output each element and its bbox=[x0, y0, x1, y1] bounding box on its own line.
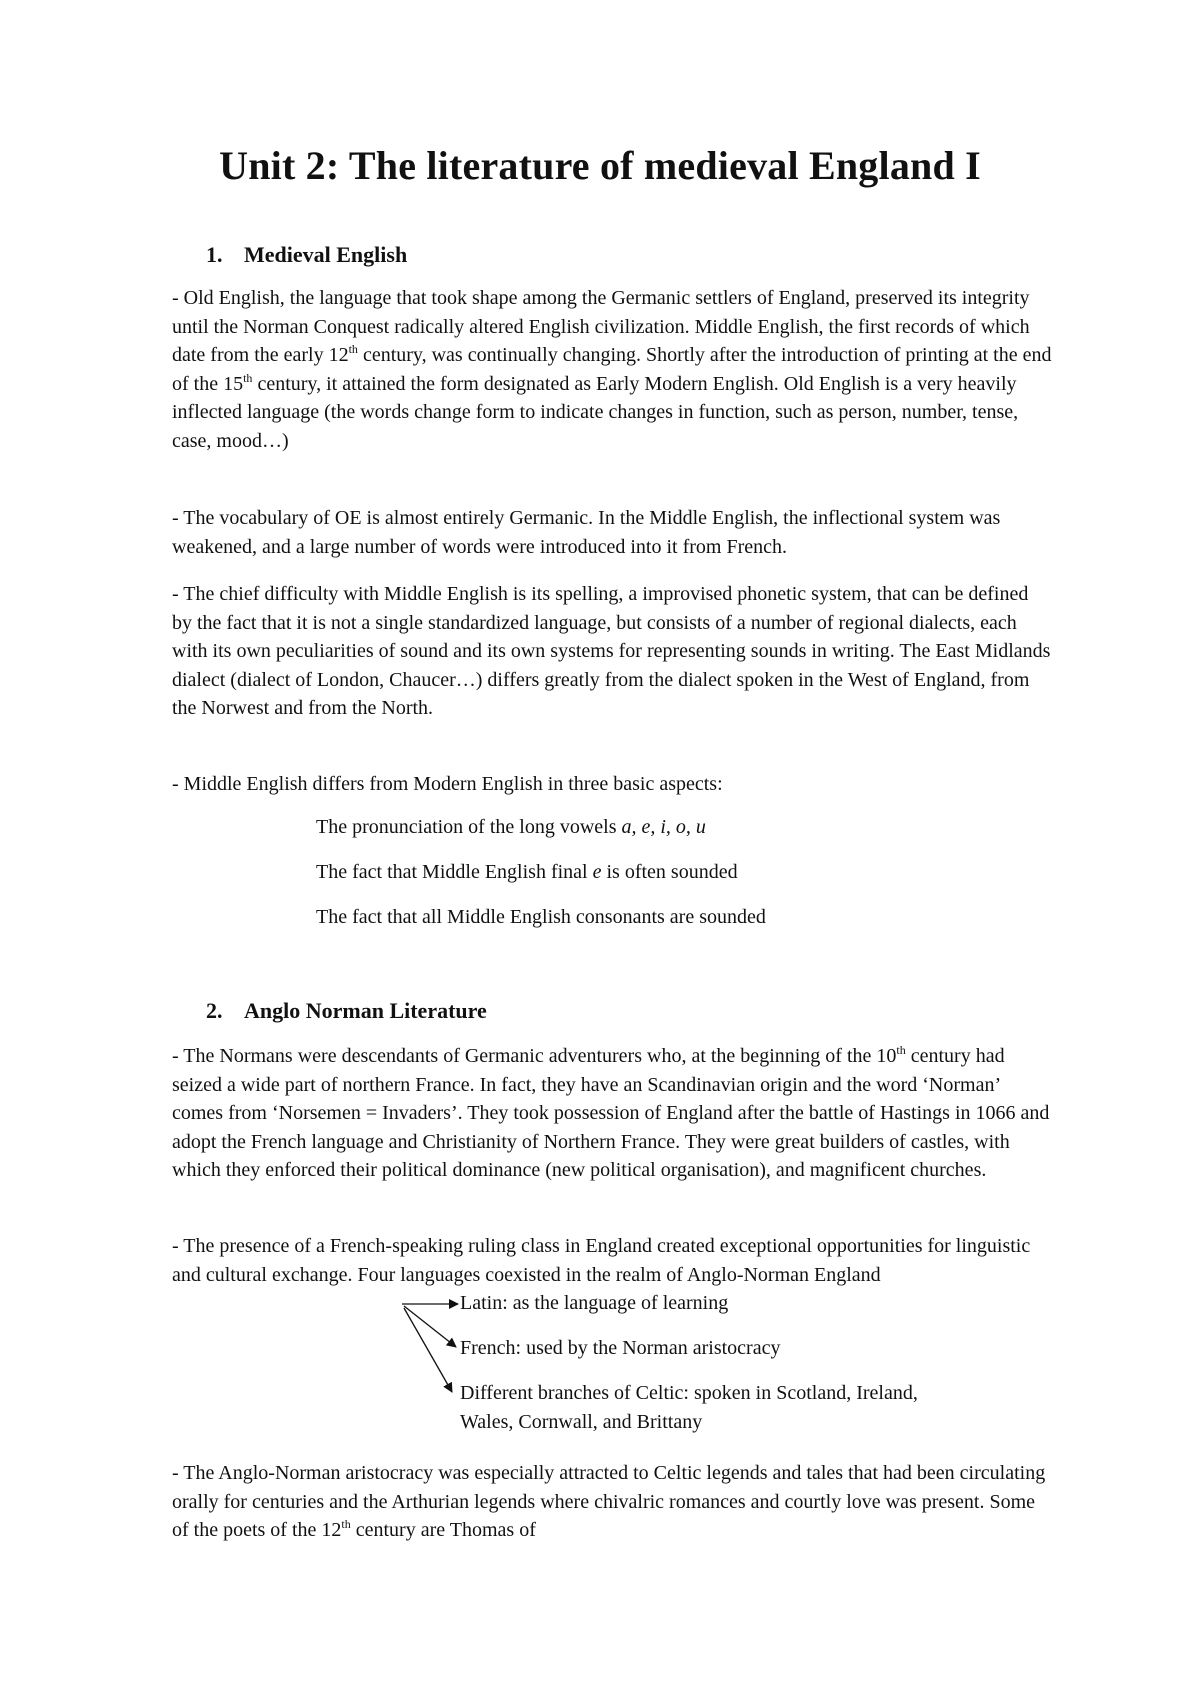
paragraph-normans: - The Normans were descendants of Germanic adventurers who, at the beginning of the 10th century had seized a wide part of northern France. In fact, they have an Scandinavian origin and the word ‘Norman’ comes from ‘Norsemen = Invaders’. They took possession of England after the battle of Hastings in 1066 and adopt the French language and Christianity of Northern France. They were great builders of castles, with which they enforced their political dominance (new political organisation), and magnificent churches. bbox=[172, 1043, 1050, 1182]
paragraph-french-speaking-class: - The presence of a French-speaking ruling class in England created exceptional opportunities for linguistic and cultural exchange. Four languages coexisted in the realm of Anglo-Norman England bbox=[172, 1235, 1031, 1286]
page-title: Unit 2: The literature of medieval England I bbox=[219, 143, 981, 188]
paragraph-celtic-legends: - The Anglo-Norman aristocracy was especially attracted to Celtic legends and tales that had been circulating orally for centuries and the Arthurian legends where chivalric romances and courtly love was present. Some of the poets of the 12th century are Thomas of bbox=[172, 1462, 1046, 1542]
language-item-celtic: Different branches of Celtic: spoken in Scotland, Ireland, bbox=[460, 1382, 918, 1404]
paragraph-old-english: - Old English, the language that took shape among the Germanic settlers of England, preserved its integrity until the Norman Conquest radically altered English civilization. Middle English, the first records of which date from the early 12th century, was continually changing. Shortly after the introduction of printing at the end of the 15th century, it attained the form designated as Early Modern English. Old English is a very heavily inflected language (the words change form to indicate changes in function, such as person, number, tense, case, mood…) bbox=[172, 287, 1052, 452]
paragraph-three-aspects: - Middle English differs from Modern English in three basic aspects: bbox=[172, 773, 723, 795]
aspect-item-final-e: The fact that Middle English final e is often sounded bbox=[316, 861, 738, 883]
paragraph-vocabulary: - The vocabulary of OE is almost entirely Germanic. In the Middle English, the inflectional system was weakened, and a large number of words were introduced into it from French. bbox=[172, 507, 1001, 558]
aspect-item-consonants: The fact that all Middle English consonants are sounded bbox=[316, 906, 766, 928]
section-title: Medieval English bbox=[244, 242, 408, 267]
language-item-latin: Latin: as the language of learning bbox=[460, 1292, 729, 1314]
aspect-item-vowels: The pronunciation of the long vowels a, e, i, o, u bbox=[316, 816, 706, 838]
section-number: 2. bbox=[206, 998, 223, 1023]
paragraph-spelling-difficulty: - The chief difficulty with Middle English is its spelling, a improvised phonetic system, that can be defined by the fact that it is not a single standardized language, but consists of a number of regional dialects, each with its own peculiarities of sound and its own systems for representing sounds in writing. The East Midlands dialect (dialect of London, Chaucer…) differs greatly from the dialect spoken in the West of England, from the Norwest and from the North. bbox=[172, 583, 1051, 720]
language-item-french: French: used by the Norman aristocracy bbox=[460, 1337, 781, 1359]
language-item-celtic-continued: Wales, Cornwall, and Brittany bbox=[460, 1411, 703, 1433]
section-number: 1. bbox=[206, 242, 223, 267]
arrow-to-french bbox=[404, 1306, 456, 1347]
section-title: Anglo Norman Literature bbox=[244, 998, 487, 1023]
arrow-to-celtic bbox=[404, 1308, 452, 1392]
